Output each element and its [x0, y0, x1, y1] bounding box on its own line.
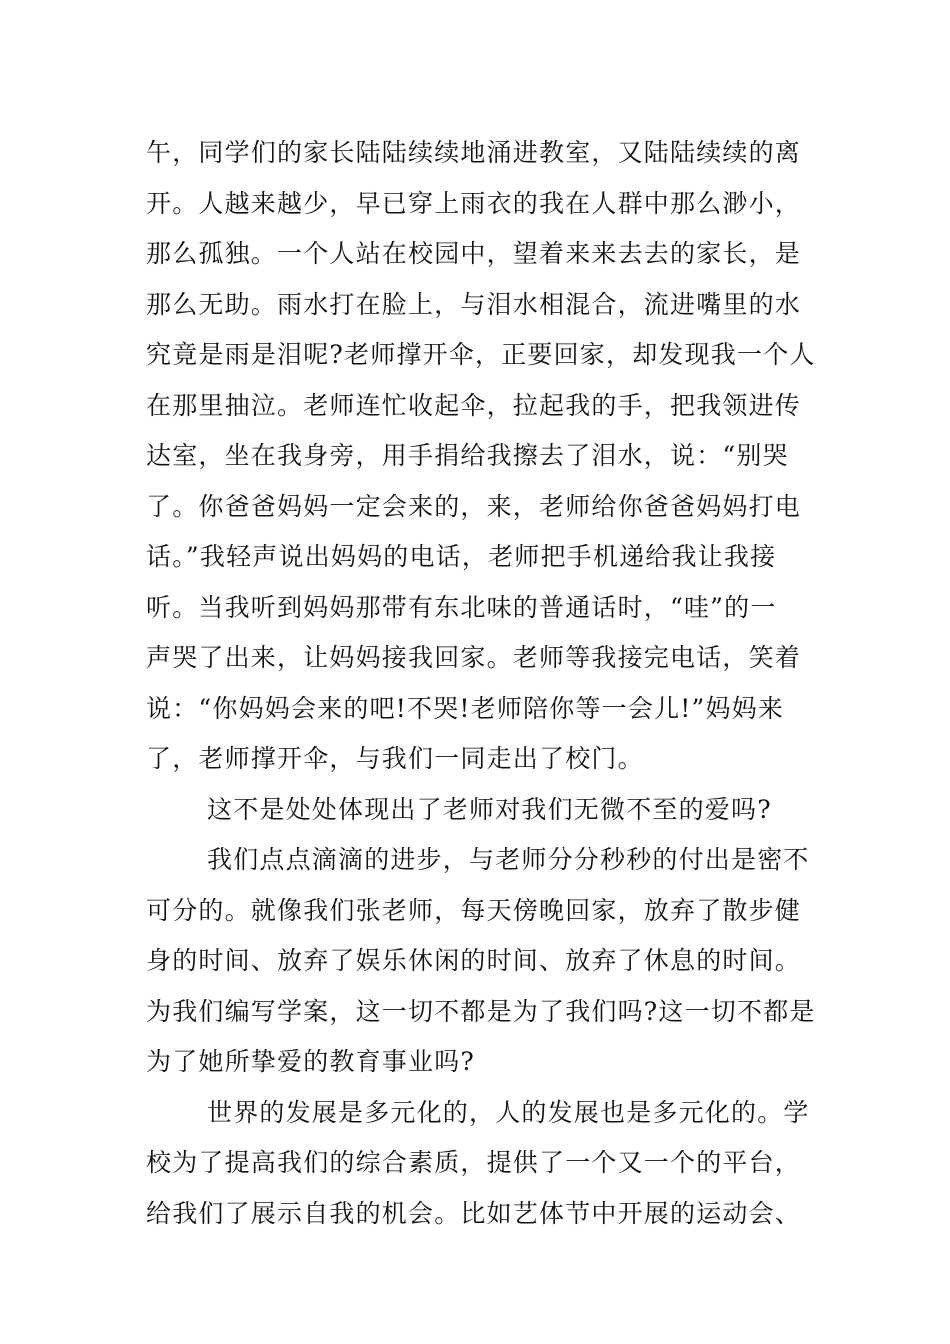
text-line: 给我们了展示自我的机会。比如艺体节中开展的运动会、: [146, 1198, 802, 1228]
text-line: 那么无助。雨水打在脸上，与泪水相混合，流进嘴里的水: [146, 289, 802, 319]
text-line: 了，老师撑开伞，与我们一同走出了校门。: [146, 744, 644, 773]
text-line: 校为了提高我们的综合素质，提供了一个又一个的平台，: [146, 1148, 802, 1177]
text-line: 在那里抽泣。老师连忙收起伞，拉起我的手，把我领进传: [146, 390, 802, 420]
text-line: 究竟是雨是泪呢?老师撑开伞，正要回家，却发现我一个人: [146, 340, 816, 369]
text-line: 声哭了出来，让妈妈接我回家。老师等我接完电话，笑着: [146, 643, 802, 672]
text-line: 达室，坐在我身旁，用手捐给我擦去了泪水，说：“别哭: [146, 441, 789, 470]
text-line: 午，同学们的家长陆陆续续地涌进教室，又陆陆续续的离: [146, 138, 802, 167]
text-line: 说：“你妈妈会来的吧!不哭!老师陪你等一会儿!”妈妈来: [146, 693, 785, 723]
text-line: 话。”我轻声说出妈妈的电话，老师把手机递给我让我接: [146, 542, 777, 571]
text-line: 可分的。就像我们张老师，每天傍晚回家，放弃了散步健: [146, 895, 802, 925]
text-line: 了。你爸爸妈妈一定会来的，来，老师给你爸爸妈妈打电: [146, 491, 802, 521]
text-line: 听。当我听到妈妈那带有东北味的普通话时，“哇”的一: [146, 592, 777, 622]
text-line: 身的时间、放弃了娱乐休闲的时间、放弃了休息的时间。: [146, 946, 802, 975]
text-line: 开。人越来越少，早已穿上雨衣的我在人群中那么渺小，: [146, 188, 802, 218]
text-line: 为了她所挚爱的教育事业吗?: [146, 1047, 476, 1076]
paragraph-start-line: 这不是处处体现出了老师对我们无微不至的爱吗?: [207, 794, 772, 824]
text-line: 那么孤独。一个人站在校园中，望着来来去去的家长，是: [146, 239, 802, 268]
text-line: 为我们编写学案，这一切不都是为了我们吗?这一切不都是: [146, 996, 816, 1026]
paragraph-start-line: 我们点点滴滴的进步，与老师分分秒秒的付出是密不: [207, 845, 810, 874]
document-body: [146, 128, 816, 1239]
paragraph-start-line: 世界的发展是多元化的，人的发展也是多元化的。学: [207, 1097, 810, 1127]
